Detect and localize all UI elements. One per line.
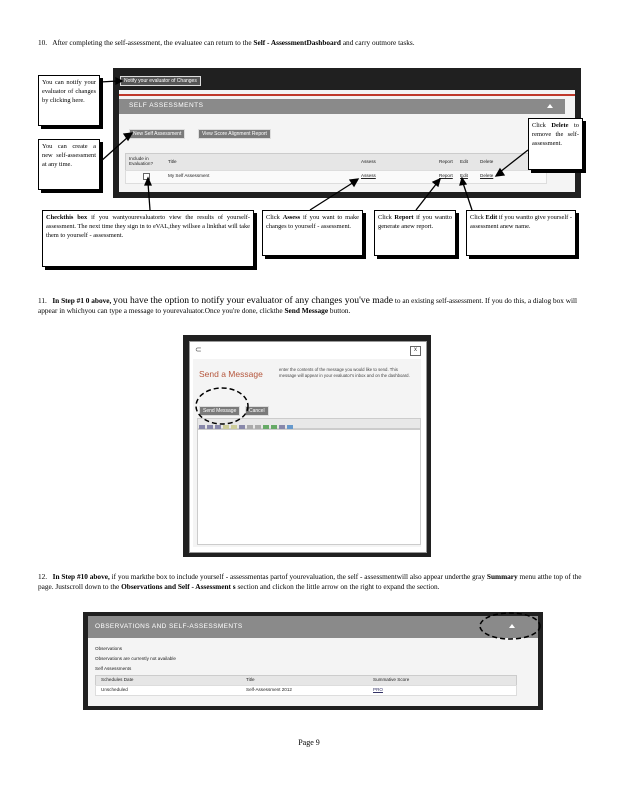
col-edit: Edit [460,159,468,164]
callout-notify: You can notify your evaluator of changes by clicking here. [38,75,100,126]
include-checkbox[interactable] [143,173,150,180]
callout-create: You can create a new self-assessment at any time. [38,139,100,190]
step-number: 10. [38,38,48,47]
callout-text: if you wantyourevaluatorto view the results of yourself-assessment. The next time they sign in to eVAL,they willsee a linkthat will take them to yourself - assessment. [46,214,250,239]
step-10-text [38,38,598,48]
col-include: Include in Evaluation? [129,156,154,166]
callout-edit [466,210,576,256]
step-bold: Summary [486,572,518,581]
step-text: section and clickon the little arrow on the right to expand the section. [237,582,440,591]
send-message-screenshot [183,335,431,557]
expand-arrow-icon[interactable] [509,624,515,628]
callout-bold: Checkthis box [46,214,88,221]
callout-assess [262,210,363,256]
step-text-emphasis: you have the option to notify your evaluator of any changes you've made [113,295,394,306]
callout-bold: Assess [282,214,301,221]
col-report: Report [439,159,453,164]
callout-bold: Edit [485,214,498,221]
row-title: Self-Assessment 2012 [246,687,292,692]
callout-checkbox [42,210,254,267]
new-self-assessment-button[interactable]: New Self Assessment [129,129,185,139]
dialog-description: enter the contents of the message you would like to send. This message will appear in your evaluator's inbox and on the dashboard. [279,367,410,378]
callout-text: if you wantto give yourself - assessment anew name. [470,214,572,230]
notify-link[interactable]: Notify your evaluator of Changes [120,76,201,86]
col-title: Title [168,159,177,164]
row-date: Unscheduled [101,687,128,692]
callout-text: if you want to make changes to yourself - assessment. [266,214,359,230]
row-title: My Self Assessment [168,173,210,178]
step-number: 11. [38,296,47,305]
callout-text: Click [266,214,280,221]
callout-text: to remove the self-assessment. [532,122,579,147]
collapse-arrow-icon[interactable] [547,104,553,108]
step-number: 12. [38,572,48,581]
cancel-button[interactable]: Cancel [245,406,269,416]
callout-bold: Report [394,214,414,221]
step-text: button. [329,306,351,315]
observations-screenshot [83,612,543,710]
callout-text: Click [532,122,546,129]
section-header-title: OBSERVATIONS AND SELF-ASSESSMENTS [95,623,243,630]
assess-link[interactable]: Assess [361,173,376,178]
callout-report [374,210,456,256]
step-text: if you markthe box to include yourself - assessmentas partof yourevaluation, the self - assessmentwill also appear underthe gray [111,572,486,581]
callout-text: Click [378,214,392,221]
callout-bold: Delete [551,122,569,129]
app-icon: ⊂ [195,345,202,354]
table-row [95,685,517,696]
step-bold: Send Message [284,306,329,315]
col-score: Summative Score [373,677,410,682]
delete-link[interactable]: Delete [480,173,494,178]
col-date: Schedules Date [101,677,134,682]
callout-text: if you wantto generate anew report. [378,214,452,230]
col-assess: Assess [361,159,376,164]
step-12-text [38,572,583,592]
step-text: to an existing self-assessment. If [394,296,490,305]
step-11-text [38,296,583,316]
dialog-title: Send a Message [199,369,263,379]
step-text: menu atthe top of the page. Justscroll down to the [38,572,582,591]
report-link[interactable]: Report [439,173,453,178]
section-header-title: SELF ASSESSMENTS [129,102,204,109]
step-bold: In Step #1 0 above, [52,296,112,305]
step-text: you do this, a dialog box will appear in whichyou can type a message to yourevaluator.Once you're done, clickthe [38,296,578,315]
red-rule [119,94,575,96]
self-assessments-label: Self Assessments [95,666,132,671]
observations-label: Observations [95,646,123,651]
self-assessment-screenshot [113,68,581,198]
view-score-alignment-button[interactable]: View Score Alignment Report [198,129,271,139]
callout-text: Click [470,214,484,221]
page-number: Page 9 [298,738,320,747]
step-text: After completing the self-assessment, the evaluatee can return to the [52,38,252,47]
edit-link[interactable]: Edit [460,173,468,178]
editor-toolbar [197,418,421,429]
step-bold: In Step #10 above, [52,572,110,581]
callout-delete [528,118,583,170]
message-textarea[interactable] [197,429,421,545]
step-text: and carry outmore tasks. [342,38,415,47]
step-bold: Observations and Self - Assessment s [121,582,236,591]
score-link[interactable]: PRO [373,687,383,692]
step-bold: Self - AssessmentDashboard [253,38,341,47]
close-icon[interactable]: x [410,346,421,356]
send-message-button[interactable]: Send Message [199,406,240,416]
observations-note: Observations are currently not available [95,656,176,661]
col-delete: Delete [480,159,494,164]
col-title: Title [246,677,255,682]
